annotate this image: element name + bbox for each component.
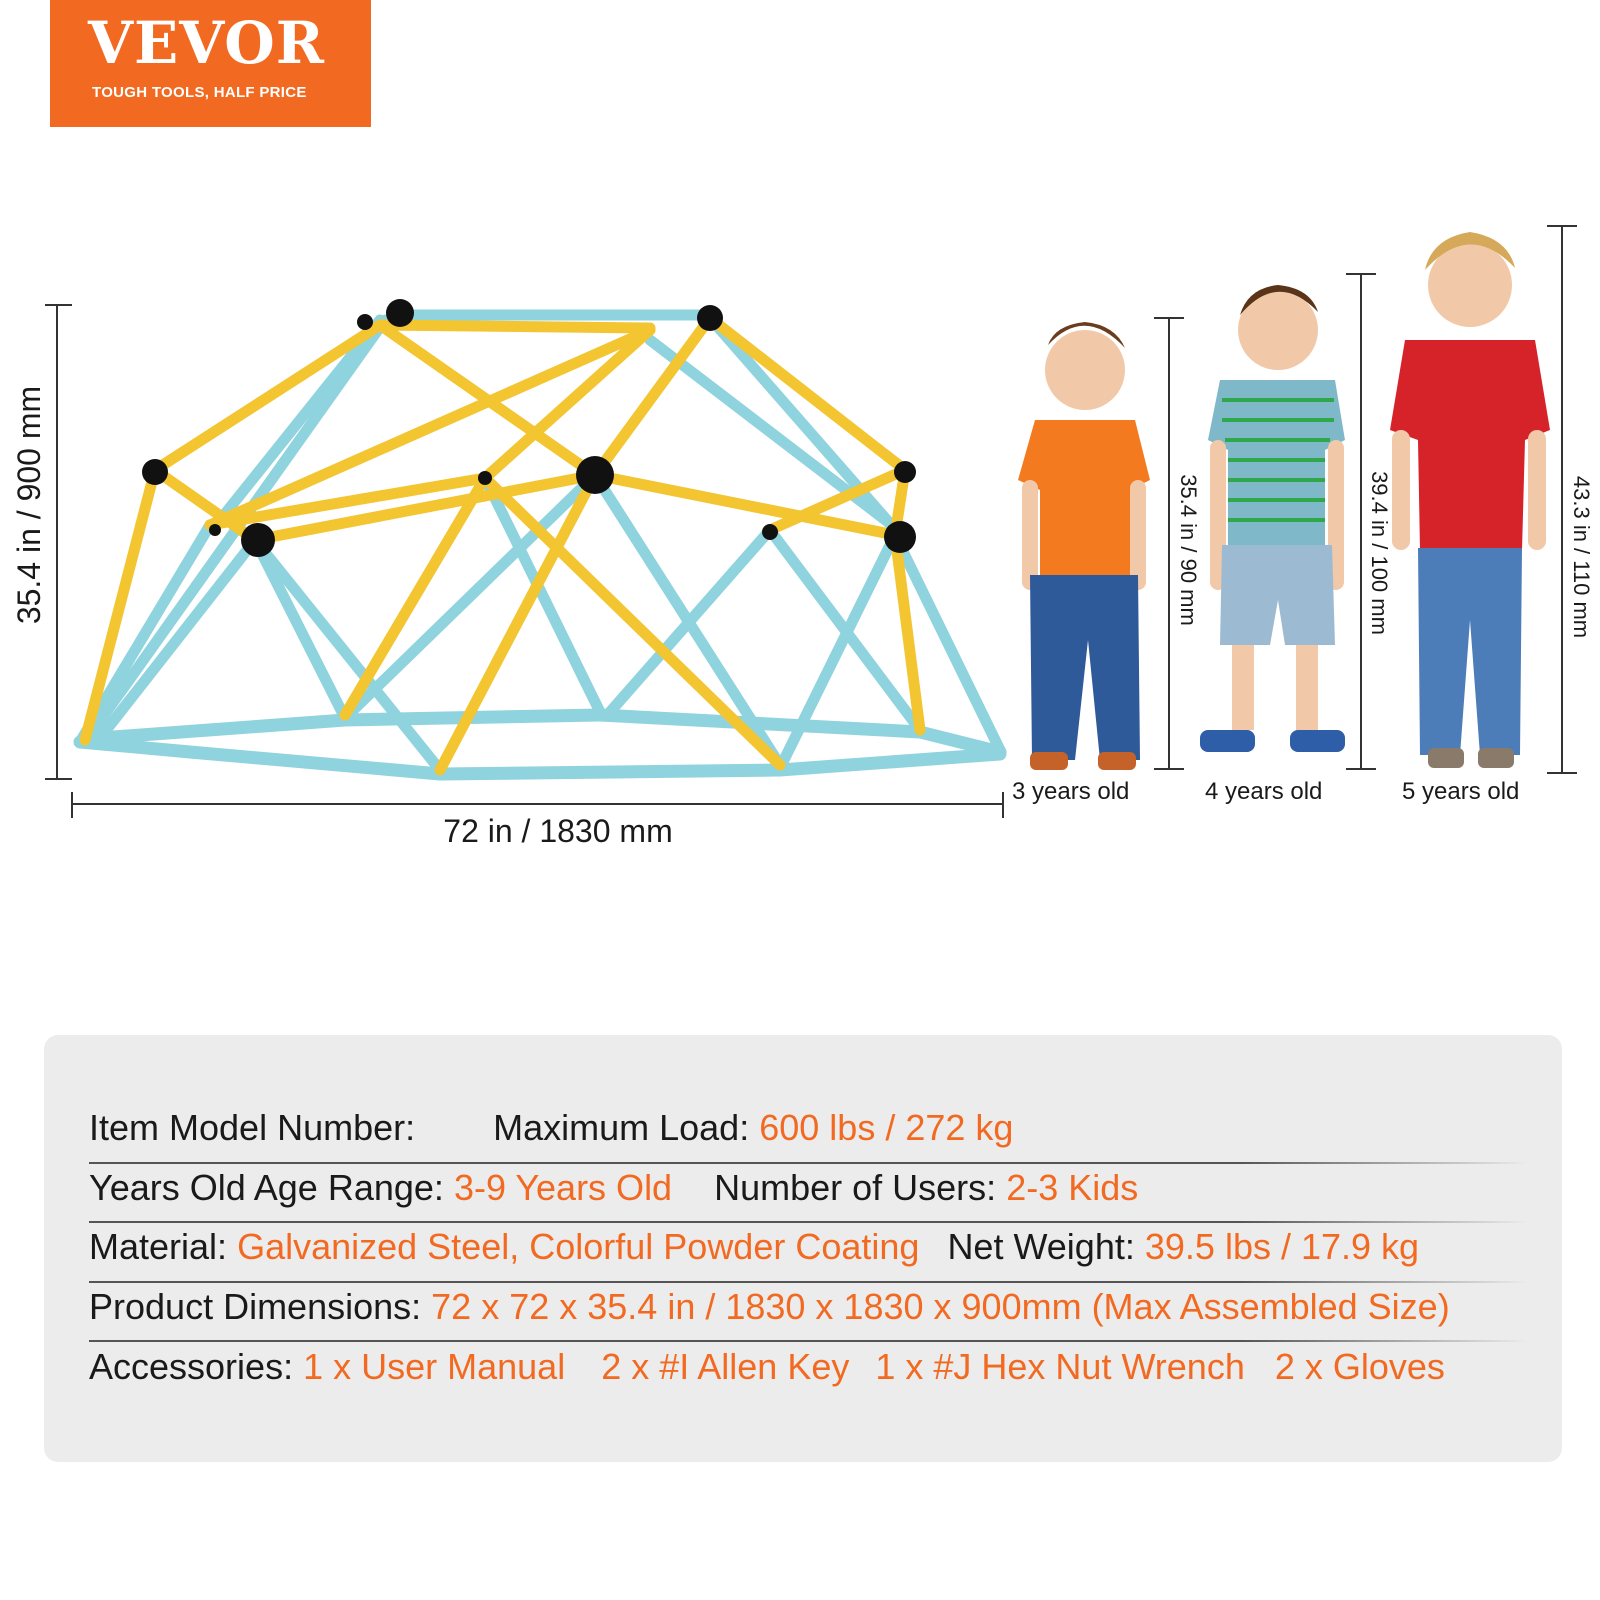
product-dimensions-value: 72 x 72 x 35.4 in / 1830 x 1830 x 900mm (Max Assembled Size): [431, 1286, 1450, 1327]
spec-divider: [89, 1340, 1529, 1342]
accessory-item: 2 x Gloves: [1274, 1346, 1445, 1387]
users-value: 2-3 Kids: [1006, 1167, 1139, 1208]
kid-figure-5yo: [1390, 232, 1550, 768]
age-range-value: 3-9 Years Old: [453, 1167, 673, 1208]
spec-row-accessories: [89, 1346, 1445, 1387]
kid-height-label-5yo: 43.3 in / 110 mm: [1569, 475, 1594, 639]
spec-row-dimensions: [89, 1286, 1450, 1327]
kid-age-label-4yo: 4 years old: [1205, 778, 1323, 805]
spec-divider: [89, 1281, 1529, 1283]
spec-row-material-weight: [89, 1226, 1420, 1267]
spec-divider: [89, 1221, 1529, 1223]
kid-age-label-3yo: 3 years old: [1012, 778, 1130, 805]
max-load-label: Maximum Load:: [493, 1107, 750, 1148]
spec-panel: [44, 1035, 1562, 1462]
height-dimension-label: 35.4 in / 900 mm: [11, 385, 47, 625]
spec-divider: [89, 1162, 1529, 1164]
kid-height-label-3yo: 35.4 in / 90 mm: [1176, 474, 1201, 626]
max-load-value: 600 lbs / 272 kg: [759, 1107, 1014, 1148]
width-dimension-label: 72 in / 1830 mm: [443, 813, 673, 849]
accessory-item: 2 x #I Allen Key: [601, 1346, 850, 1387]
spec-row-model-load: [89, 1107, 1014, 1148]
accessories-label: Accessories:: [89, 1346, 294, 1387]
accessory-item: 1 x #J Hex Nut Wrench: [875, 1346, 1245, 1387]
material-value: Galvanized Steel, Colorful Powder Coating: [237, 1226, 920, 1267]
kid-height-label-4yo: 39.4 in / 100 mm: [1367, 471, 1392, 635]
kid-figure-4yo: [1200, 285, 1345, 752]
age-range-label: Years Old Age Range:: [89, 1167, 444, 1208]
climbing-dome: [80, 299, 1000, 774]
users-label: Number of Users:: [714, 1167, 997, 1208]
height-dimension-line: [45, 305, 72, 779]
product-dimensions-label: Product Dimensions:: [89, 1286, 422, 1327]
net-weight-label: Net Weight:: [947, 1226, 1135, 1267]
brand-name: VEVOR: [88, 9, 325, 77]
accessory-item: 1 x User Manual: [303, 1346, 566, 1387]
model-number-label: Item Model Number:: [89, 1107, 416, 1148]
brand-tagline: TOUGH TOOLS, HALF PRICE: [92, 84, 307, 101]
material-label: Material:: [89, 1226, 228, 1267]
kid-figure-3yo: [1018, 322, 1150, 770]
net-weight-value: 39.5 lbs / 17.9 kg: [1144, 1226, 1420, 1267]
spec-row-age-users: [89, 1167, 1139, 1208]
kid-age-label-5yo: 5 years old: [1402, 778, 1520, 805]
